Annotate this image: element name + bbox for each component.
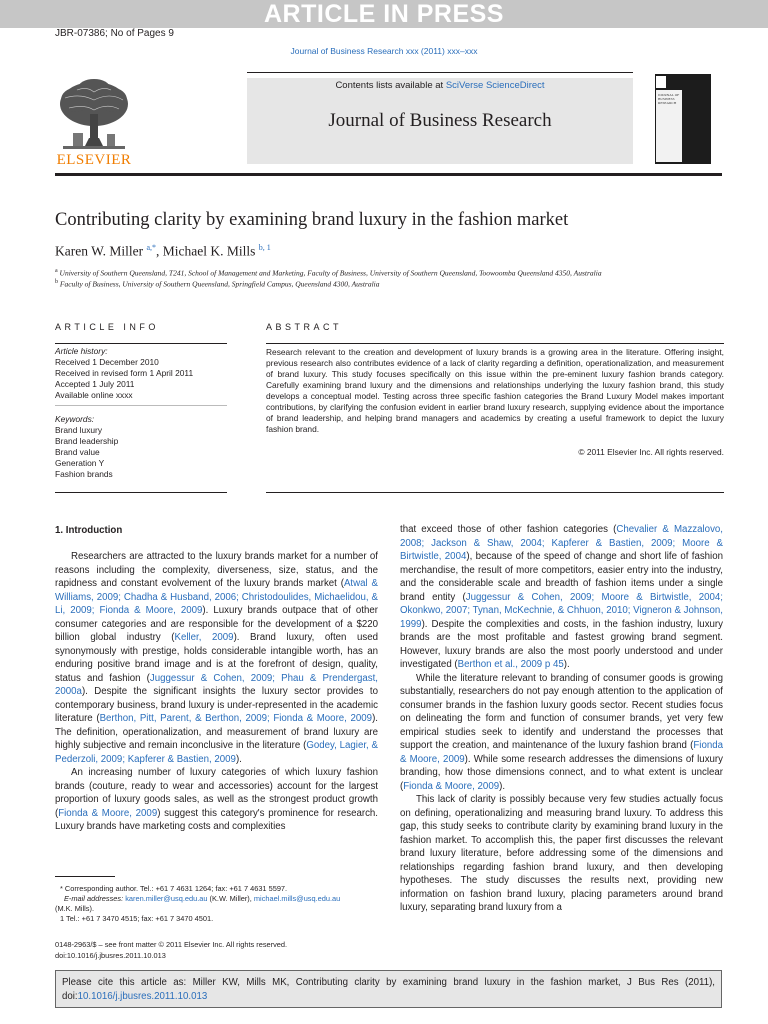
citation-text: Please cite this article as: Miller KW, Mills MK, Contributing clarity by examining brand luxury in the fashion market, J Bus Res (2011), doi: xyxy=(62,977,715,1002)
journal-cover-thumbnail xyxy=(655,74,711,164)
doi-line[interactable]: doi:10.1016/j.jbusres.2011.10.013 xyxy=(55,951,166,960)
body-text: ). Luxury brands outpace that of other consumer categories and are responsible for the development of a $220 billion global industry ( xyxy=(55,605,378,643)
history-item: Received in revised form 1 April 2011 xyxy=(55,368,194,378)
footnotes xyxy=(55,884,380,924)
author-list xyxy=(55,243,271,260)
reference-link[interactable]: Berthon et al., 2009 p 45 xyxy=(457,659,564,670)
abstract-text: Research relevant to the creation and development of luxury brands is a growing area in the literature. Offering insight, previous research also contributes evidence of a lack of clarity regarding a definition, operationalization, and measurement of brand luxury. This study focuses specifically on this issue within the pre-eminent luxury fashion brands category. Carefully examining brand luxury and the dimensions and relationships underlying the luxury fashion brand, this study develops a conceptual model. Testing across three specific fashion categories the Brand Luxury Model makes important contributions, by clarifying the confusion evident in earlier brand luxury research, supplying evidence about the importance of brand leadership, and helping brand managers and academics by creating a useful framework to depict the luxury fashion brand. xyxy=(266,347,724,434)
body-text: ). While some research addresses the dimensions of luxury branding, how those dimensions connect, and to what extent is unclear ( xyxy=(400,753,723,792)
keywords-label: Keywords: xyxy=(55,414,95,424)
article-title: Contributing clarity by examining brand luxury in the fashion market xyxy=(55,210,569,230)
reference-link[interactable]: Atwal & Williams, 2009; Chadha & Husband, 2006; Christodoulides, Michaelidou, & Li, 2009; Fionda & Moore, 2009 xyxy=(55,578,378,616)
history-item: Accepted 1 July 2011 xyxy=(55,379,135,389)
abstract-rule xyxy=(266,343,724,344)
author-name: Karen W. Miller xyxy=(55,243,144,259)
email-note xyxy=(60,894,380,904)
issn-line: 0148-2963/$ – see front matter © 2011 Elsevier Inc. All rights reserved. xyxy=(55,940,288,949)
body-paragraph xyxy=(400,523,723,672)
body-paragraph xyxy=(400,793,723,915)
keyword: Brand value xyxy=(55,447,100,457)
reference-link[interactable]: Chevalier & Mazzalovo, 2008; Jackson & Shaw, 2004; Kapferer & Bastien, 2009; Moore & Birtwistle, 2004 xyxy=(400,524,723,562)
intro-left-column xyxy=(55,550,378,834)
body-paragraph xyxy=(55,766,378,834)
history-label: Article history: xyxy=(55,346,108,356)
article-in-press-label: ARTICLE IN PRESS xyxy=(264,0,504,28)
body-text: ). The definition, operationalization, and measurement of brand luxury are highly subjective and remain inconclusive in the literature ( xyxy=(55,713,378,751)
citation-doi-link[interactable]: 10.1016/j.jbusres.2011.10.013 xyxy=(77,991,208,1002)
sciverse-link[interactable]: SciVerse ScienceDirect xyxy=(445,80,545,91)
abstract-bottom-rule xyxy=(266,492,724,493)
cover-panel xyxy=(656,90,682,162)
history-item: Available online xxxx xyxy=(55,390,133,400)
cover-title: JOURNAL OF BUSINESS RESEARCH xyxy=(658,93,680,105)
body-text: ). xyxy=(499,780,506,792)
reference-link[interactable]: Fionda & Moore, 2009 xyxy=(403,780,500,792)
author-marks[interactable]: b, 1 xyxy=(258,243,271,252)
cover-logo-mark xyxy=(656,76,666,88)
affiliation-text: University of Southern Queensland, T241, School of Management and Marketing, Faculty of Business, University of Southern Queensland, Toowoomba Queensland 4350, Australia xyxy=(59,268,602,278)
email-link[interactable]: karen.miller@usq.edu.au xyxy=(125,894,208,903)
section-heading: 1. Introduction xyxy=(55,525,123,536)
reference-link[interactable]: Juggessur & Cohen, 2009; Moore & Birtwistle, 2004; Okonkwo, 2007; Tynan, McKechnie, & Chhuon, 2010; Vigneron & Johnson, 1999 xyxy=(400,591,723,630)
citation-box xyxy=(55,970,722,1008)
reference-link[interactable]: Keller, 2009 xyxy=(174,632,234,643)
contents-prefix: Contents lists available at xyxy=(335,80,446,91)
author-marks[interactable]: a,* xyxy=(146,243,157,252)
email-owner: (K.W. Miller), xyxy=(207,894,254,903)
corresponding-author-note: * Corresponding author. Tel.: +61 7 4631 1264; fax: +61 7 4631 5597. xyxy=(60,884,288,893)
body-text: ). Despite the significant insights the luxury sector provides to contemporary business, brand luxury is under-represented in the academic literature ( xyxy=(55,686,378,724)
journal-citation-link[interactable]: Journal of Business Research xxx (2011) xxx–xxx xyxy=(290,46,478,56)
elsevier-wordmark: ELSEVIER xyxy=(56,152,132,168)
header-bottom-rule xyxy=(55,173,722,176)
journal-name: Journal of Business Research xyxy=(328,110,552,131)
document-id: JBR-07386; No of Pages 9 xyxy=(55,28,174,39)
email-link[interactable]: michael.mills@usq.edu.au xyxy=(253,894,341,903)
reference-link[interactable]: Juggessur & Cohen, 2009; Phau & Prendergast, 2000a xyxy=(55,672,378,697)
body-text: ) suggest this category's prominence for research. Luxury brands have marketing costs and complexities xyxy=(55,807,378,832)
body-text: Researchers are attracted to the luxury brands market for a number of reasons including the complexity, diverseness, size, status, and the rapidness and constant evolvement of the luxury brands market ( xyxy=(55,551,378,589)
keyword: Generation Y xyxy=(55,458,105,468)
body-text: ). xyxy=(235,753,242,765)
affiliation-text: Faculty of Business, University of Southern Queensland, Springfield Campus, Queensland 4300, Australia xyxy=(59,279,380,289)
body-text: This lack of clarity is possibly because very few studies actually focus on defining, operationalizing and measuring brand luxury. To address this gap, this study seeks to contribute clarity by examining brand luxury in the fashion market. To accomplish this, the paper first discusses the relevant brand luxury literature, before addressing some of the dimensions and relationships regarding fashion brand luxury, and then developing hypotheses. The study discusses the results next, providing new information on fashion brand luxury, placing parameters around brand luxury, separating brand luxury from a xyxy=(400,794,723,913)
body-text: ). Despite the complexities and costs, in the fashion industry, luxury brands are the most profitable and fastest growing brand segment. However, luxury brands are also the most poorly understood and under investigated ( xyxy=(400,618,723,670)
body-text: An increasing number of luxury categories of which luxury fashion brands (couture, ready to wear and accessories) account for the largest proportion of luxury goods sales, as well as the strongest product growth ( xyxy=(55,767,378,819)
body-paragraph xyxy=(55,550,378,766)
article-info-rule xyxy=(55,343,227,344)
keyword: Fashion brands xyxy=(55,469,113,479)
telephone-note: 1 Tel.: +61 7 3470 4515; fax: +61 7 3470 4501. xyxy=(60,914,214,923)
reference-link[interactable]: Godey, Lagier, & Pederzoli, 2009; Kapferer & Bastien, 2009 xyxy=(55,740,379,765)
article-history xyxy=(55,346,227,401)
affiliation-mark: a xyxy=(55,268,58,274)
article-info-bottom-rule xyxy=(55,492,227,493)
body-text: ). Brand luxury, often used synonymously with prestige, holds considerable intangible worth, has an enduring positive brand image and is at the forefront of design, quality, status and fashion ( xyxy=(55,632,378,684)
affiliation-a xyxy=(55,268,602,278)
body-text: ). xyxy=(563,659,570,670)
header-top-rule xyxy=(247,72,633,73)
keyword: Brand leadership xyxy=(55,436,119,446)
article-in-press-banner xyxy=(0,0,768,28)
affiliation-mark: b xyxy=(55,279,58,285)
abstract-copyright: © 2011 Elsevier Inc. All rights reserved. xyxy=(578,447,724,457)
keywords xyxy=(55,414,227,480)
affiliation-b xyxy=(55,279,380,289)
contents-availability xyxy=(247,80,633,91)
reference-link[interactable]: Berthon, Pitt, Parent, & Berthon, 2009; Fionda & Moore, 2009 xyxy=(99,713,373,724)
body-paragraph xyxy=(400,672,723,794)
body-text: While the literature relevant to branding of consumer goods is growing substantially, researchers do not pay enough attention to the application of consumer brands in the fashion luxury goods sector. Recent studies focus on delineating the form and function of consumer brands, yet very few empirical studies seek to identify and understand the processes that support the creation, and maintenance of the luxury fashion brand ( xyxy=(400,672,723,751)
body-text: ), because of the speed of change and short life of fashion merchandise, the result of more competitors, easier entry into the industry, and the considerable scale and breadth of fashion items under a single brand entity ( xyxy=(400,551,723,603)
reference-link[interactable]: Fionda & Moore, 2009 xyxy=(400,740,723,765)
history-item: Received 1 December 2010 xyxy=(55,357,159,367)
keyword: Brand luxury xyxy=(55,425,103,435)
author-name: Michael K. Mills xyxy=(162,243,256,259)
body-text: that exceed those of other fashion categories ( xyxy=(400,524,617,535)
email-owner: (M.K. Mills). xyxy=(55,904,94,913)
email-label: E-mail addresses: xyxy=(64,894,126,903)
keywords-rule xyxy=(55,405,227,406)
reference-link[interactable]: Fionda & Moore, 2009 xyxy=(58,807,158,819)
footnote-rule xyxy=(55,876,115,877)
intro-right-column xyxy=(400,523,723,915)
abstract-heading: ABSTRACT xyxy=(266,322,343,332)
author-separator: , xyxy=(156,243,163,259)
article-info-heading: ARTICLE INFO xyxy=(55,322,159,332)
